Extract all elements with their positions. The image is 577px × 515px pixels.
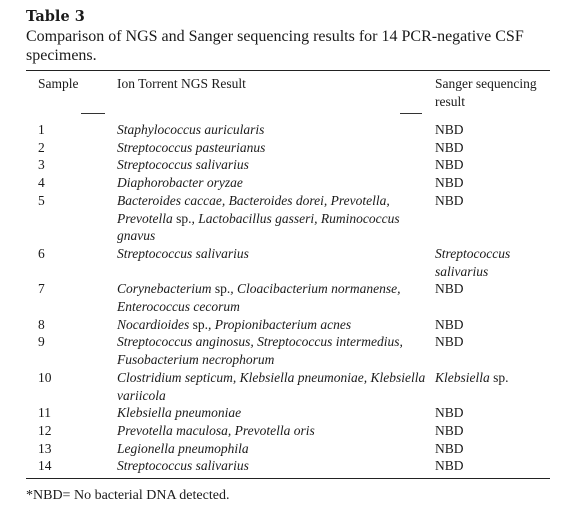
- table-figure: [26, 8, 550, 505]
- header-underline-2: [400, 113, 422, 114]
- ngs-result-cell: Nocardioides sp., Propionibacterium acnes: [117, 316, 352, 332]
- sanger-result-cell: NBD: [435, 192, 464, 208]
- sample-cell: 8: [38, 316, 45, 332]
- table-row: [26, 440, 550, 458]
- ngs-result-cell: Streptococcus salivarius: [117, 458, 249, 474]
- header-underline-1: [81, 113, 105, 114]
- sample-cell: 14: [38, 458, 52, 474]
- sample-cell: 1: [38, 122, 45, 137]
- sanger-result-cell: NBD: [435, 122, 464, 137]
- sample-cell: 10: [38, 369, 52, 385]
- sanger-result-cell: NBD: [435, 458, 464, 474]
- sample-cell: 9: [38, 334, 45, 350]
- header-sample: Sample: [38, 76, 79, 91]
- header-sanger: Sanger sequencing result: [435, 76, 537, 109]
- table-row: [26, 121, 550, 139]
- ngs-result-cell: Diaphorobacter oryzae: [117, 175, 243, 191]
- ngs-result-cell: Clostridium septicum, Klebsiella pneumoniae, Klebsiella variicola: [117, 369, 426, 403]
- sanger-result-cell: Klebsiella sp.: [435, 369, 509, 385]
- table-row: [26, 457, 550, 475]
- sanger-result-cell: NBD: [435, 440, 464, 456]
- header-ngs: Ion Torrent NGS Result: [117, 76, 246, 91]
- table-label: Table 3: [26, 8, 85, 25]
- ngs-result-cell: Prevotella maculosa, Prevotella oris: [117, 422, 315, 438]
- table-row: [26, 316, 550, 334]
- header-underlines: [26, 111, 550, 121]
- table-row: [26, 422, 550, 440]
- bottom-rule: [26, 478, 550, 479]
- table-row: [26, 156, 550, 174]
- results-table: [26, 71, 550, 475]
- table-row: [26, 139, 550, 157]
- sample-cell: 7: [38, 281, 45, 297]
- ngs-result-cell: Streptococcus anginosus, Streptococcus intermedius, Fusobacterium necrophorum: [117, 334, 403, 368]
- sample-cell: 13: [38, 440, 52, 456]
- sanger-result-cell: NBD: [435, 175, 464, 191]
- sample-cell: 5: [38, 192, 45, 208]
- table-row: [26, 369, 550, 404]
- sanger-result-cell: NBD: [435, 405, 464, 421]
- ngs-result-cell: Corynebacterium sp., Cloacibacterium normanense, Enterococcus cecorum: [117, 281, 401, 315]
- ngs-result-cell: Streptococcus salivarius: [117, 157, 249, 173]
- sample-cell: 4: [38, 175, 45, 191]
- table-row: [26, 333, 550, 368]
- table-caption: Comparison of NGS and Sanger sequencing results for 14 PCR-negative CSF specimens.: [26, 28, 524, 64]
- table-row: [26, 192, 550, 245]
- footnote: *NBD= No bacterial DNA detected.: [26, 488, 230, 504]
- table-body: [26, 121, 550, 475]
- sanger-result-cell: NBD: [435, 281, 464, 297]
- sample-cell: 3: [38, 157, 45, 173]
- sample-cell: 11: [38, 405, 51, 421]
- ngs-result-cell: Legionella pneumophila: [117, 440, 249, 456]
- table-row: [26, 174, 550, 192]
- ngs-result-cell: Staphylococcus auricularis: [117, 122, 265, 137]
- sanger-result-cell: NBD: [435, 334, 464, 350]
- ngs-result-cell: Klebsiella pneumoniae: [117, 405, 242, 421]
- sanger-result-cell: NBD: [435, 157, 464, 173]
- ngs-result-cell: Streptococcus pasteurianus: [117, 139, 266, 155]
- sanger-result-cell: Streptococcus salivarius: [435, 245, 511, 279]
- sanger-result-cell: NBD: [435, 139, 464, 155]
- ngs-result-cell: Streptococcus salivarius: [117, 245, 249, 261]
- sample-cell: 12: [38, 422, 52, 438]
- sample-cell: 2: [38, 139, 45, 155]
- table-row: [26, 245, 550, 280]
- sanger-result-cell: NBD: [435, 422, 464, 438]
- ngs-result-cell: Bacteroides caccae, Bacteroides dorei, Prevotella, Prevotella sp., Lactobacillus gasseri, Ruminococcus gnavus: [117, 192, 400, 244]
- table-row: [26, 404, 550, 422]
- sample-cell: 6: [38, 245, 45, 261]
- sanger-result-cell: NBD: [435, 316, 464, 332]
- table-row: [26, 280, 550, 315]
- header-row: [26, 71, 550, 111]
